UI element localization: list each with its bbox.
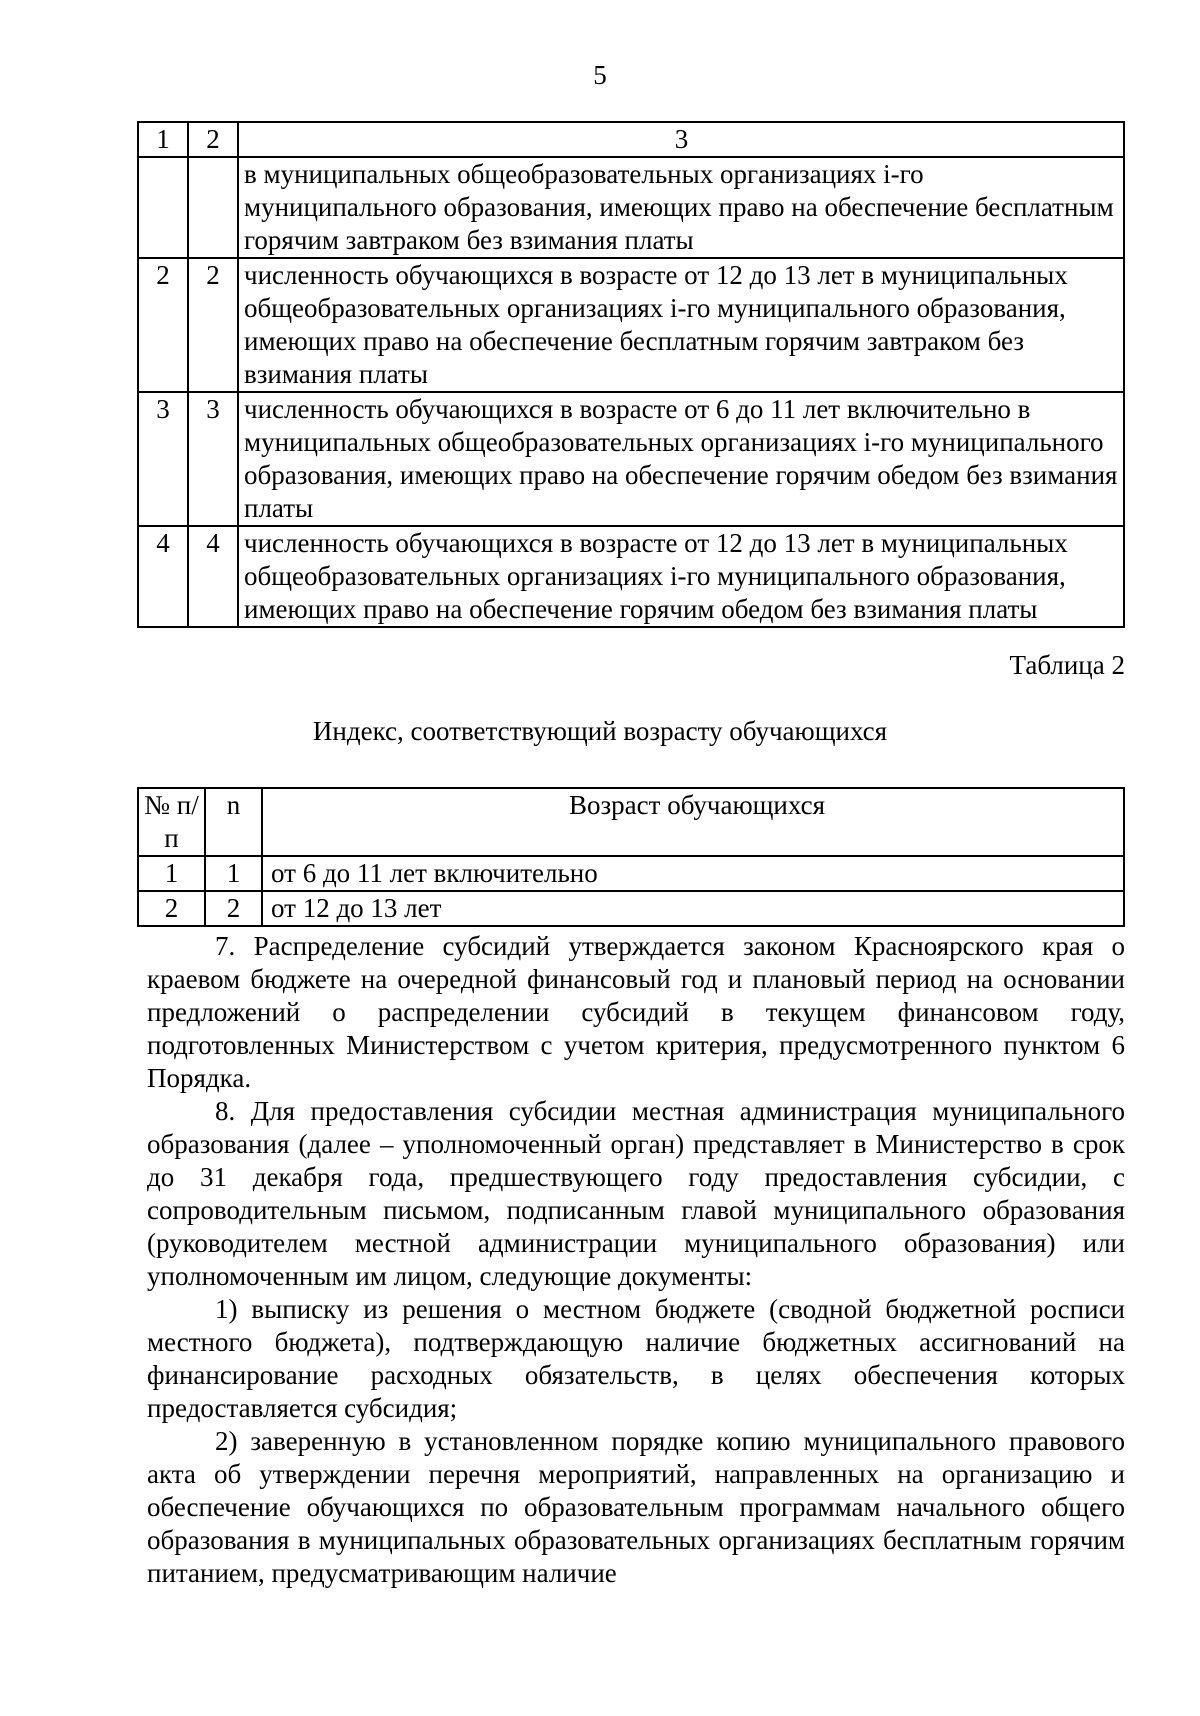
table-cell: 2 — [205, 891, 262, 926]
criteria-table — [137, 121, 1125, 628]
header-cell: 2 — [188, 122, 238, 157]
body-text — [147, 930, 1125, 1590]
header-cell: 1 — [138, 122, 188, 157]
page-number: 5 — [593, 60, 607, 90]
table-cell: 1 — [138, 856, 205, 891]
header-cell: 3 — [238, 122, 1124, 157]
table-row — [138, 526, 1124, 627]
table-cell — [188, 157, 238, 258]
table-cell: 3 — [188, 392, 238, 526]
table2-caption: Таблица 2 — [1009, 650, 1125, 680]
table-cell: численность обучающихся в возрасте от 6 до 11 лет включительно в муниципальных общеобразовательных организациях i-го муниципального образования, имеющих право на обеспечение горячим обедом без взимания платы — [238, 392, 1124, 526]
table-row — [138, 392, 1124, 526]
table-cell: 4 — [188, 526, 238, 627]
table-header-row — [138, 122, 1124, 157]
table-cell: 2 — [138, 891, 205, 926]
header-cell: Возраст обучающихся — [262, 788, 1124, 856]
table-cell: от 12 до 13 лет — [262, 891, 1124, 926]
table-cell — [138, 157, 188, 258]
table-cell: 4 — [138, 526, 188, 627]
header-cell: n — [205, 788, 262, 856]
table-cell: численность обучающихся в возрасте от 12 до 13 лет в муниципальных общеобразовательных организациях i-го муниципального образования, имеющих право на обеспечение горячим обедом без взимания платы — [238, 526, 1124, 627]
table-cell: 1 — [205, 856, 262, 891]
table-cell: 2 — [138, 258, 188, 392]
paragraph: 2) заверенную в установленном порядке копию муниципального правового акта об утверждении перечня мероприятий, направленных на организацию и обеспечение обучающихся по образовательным программам начального общего образования в муниципальных образовательных организациях бесплатным горячим питанием, предусматривающим наличие — [147, 1426, 1125, 1588]
table-cell: от 6 до 11 лет включительно — [262, 856, 1124, 891]
table-row — [138, 157, 1124, 258]
table-row — [138, 856, 1124, 891]
table-row — [138, 891, 1124, 926]
table-row — [138, 258, 1124, 392]
age-index-table — [137, 787, 1125, 927]
table-header-row — [138, 788, 1124, 856]
table-cell: 3 — [138, 392, 188, 526]
table2-title: Индекс, соответствующий возрасту обучающихся — [312, 716, 888, 746]
table-cell: в муниципальных общеобразовательных организациях i-го муниципального образования, имеющих право на обеспечение бесплатным горячим завтраком без взимания платы — [238, 157, 1124, 258]
table-cell: 2 — [188, 258, 238, 392]
table-cell: численность обучающихся в возрасте от 12 до 13 лет в муниципальных общеобразовательных организациях i-го муниципального образования, имеющих право на обеспечение бесплатным горячим завтраком без взимания платы — [238, 258, 1124, 392]
header-cell: № п/п — [138, 788, 205, 856]
paragraph: 7. Распределение субсидий утверждается законом Красноярского края о краевом бюджете на очередной финансовый год и плановый период на основании предложений о распределении субсидий в текущем финансовом году, подготовленных Министерством с учетом критерия, предусмотренного пунктом 6 Порядка. — [147, 931, 1125, 1093]
paragraph: 1) выписку из решения о местном бюджете (сводной бюджетной росписи местного бюджета), подтверждающую наличие бюджетных ассигнований на финансирование расходных обязательств, в целях обеспечения которых предоставляется субсидия; — [147, 1294, 1125, 1423]
paragraph: 8. Для предоставления субсидии местная администрация муниципального образования (далее – уполномоченный орган) представляет в Министерство в срок до 31 декабря года, предшествующего году предоставления субсидии, с сопроводительным письмом, подписанным главой муниципального образования (руководителем местной администрации муниципального образования) или уполномоченным им лицом, следующие документы: — [147, 1096, 1125, 1291]
